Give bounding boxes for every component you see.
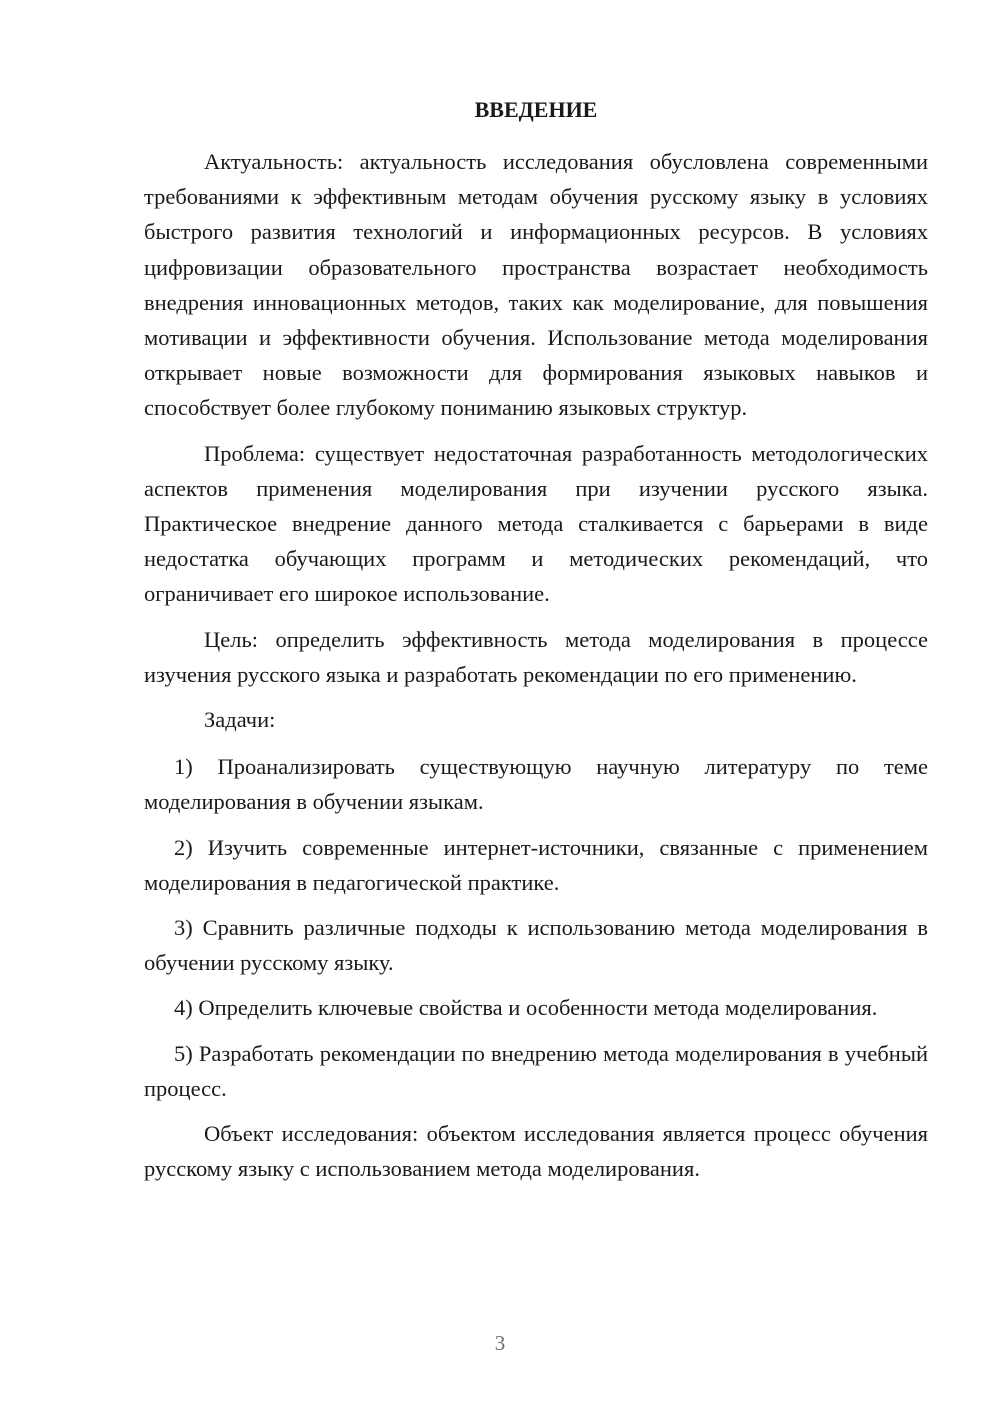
problem-paragraph: Проблема: существует недостаточная разработанность методологических аспектов применения моделирования при изучении русского языка. Практическое внедрение данного метода сталкивается с барьерами в виде недостатка обучающих программ и методических рекомендаций, что ограничивает его широкое использование.: [144, 440, 928, 607]
page-number: 3: [494, 1331, 506, 1355]
task-item-3: 3) Сравнить различные подходы к использованию метода моделирования в обучении русскому языку.: [144, 915, 928, 976]
task-item-5: 5) Разработать рекомендации по внедрению метода моделирования в учебный процесс.: [144, 1040, 928, 1101]
task-item-4: 4) Определить ключевые свойства и особенности метода моделирования.: [174, 995, 878, 1021]
tasks-label: Задачи:: [204, 707, 276, 733]
goal-paragraph: Цель: определить эффективность метода моделирования в процессе изучения русского языка и разработать рекомендации по его применению.: [144, 626, 928, 687]
page-content: [144, 96, 928, 1186]
relevance-paragraph: Актуальность: актуальность исследования обусловлена современными требованиями к эффективным методам обучения русскому языку в условиях быстрого развития технологий и информационных ресурсов. В условиях цифровизации образовательного пространства возрастает необходимость внедрения инновационных методов, таких как моделирование, для повышения мотивации и эффективности обучения. Использование метода моделирования открывает новые возможности для формирования языковых навыков и способствует более глубокому пониманию языковых структур.: [144, 149, 928, 421]
object-paragraph: Объект исследования: объектом исследования является процесс обучения русскому языку с использованием метода моделирования.: [144, 1121, 928, 1182]
task-item-2: 2) Изучить современные интернет-источники, связанные с применением моделирования в педагогической практике.: [144, 834, 928, 895]
task-item-1: 1) Проанализировать существующую научную литературу по теме моделирования в обучении языкам.: [144, 754, 928, 815]
section-heading: ВВЕДЕНИЕ: [474, 97, 598, 122]
